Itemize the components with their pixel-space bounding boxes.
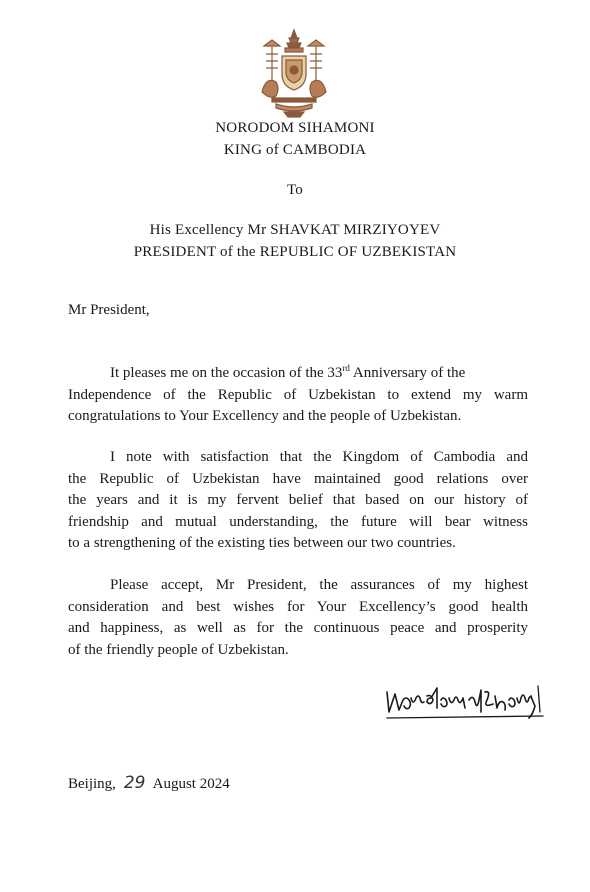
ordinal-suffix: rd [342, 363, 350, 373]
paragraph-1-line-1a: It pleases me on the occasion of the 33 [110, 365, 343, 381]
recipient-title: PRESIDENT of the REPUBLIC OF UZBEKISTAN [133, 244, 457, 260]
paragraph-line [68, 363, 528, 385]
date-month-year: August 2024 [152, 776, 230, 792]
paragraph-1-line-3: congratulations to Your Excellency and the people of Uzbekistan. [68, 408, 462, 424]
paragraph-1-line-2: Independence of the Republic of Uzbekistan to extend my warm [68, 386, 528, 403]
date-line [68, 772, 230, 795]
paragraph-3-line-1: Please accept, Mr President, the assurances of my highest [110, 577, 528, 593]
paragraph-3-line-2: consideration and best wishes for Your Excellency’s good health [68, 598, 528, 615]
paragraph-2-line-3: the years and it is my fervent belief that based on our history of [68, 492, 528, 508]
paragraph-2 [68, 447, 528, 555]
paragraph-2-line-1: I note with satisfaction that the Kingdom of Cambodia and [110, 449, 528, 465]
paragraph-1-text [68, 363, 528, 385]
royal-arms-of-cambodia-icon [258, 28, 330, 120]
paragraph-2-line-5: to a strengthening of the existing ties between our two countries. [68, 535, 456, 551]
recipient-name: His Excellency Mr SHAVKAT MIRZIYOYEV [149, 222, 441, 238]
paragraph-3 [68, 575, 528, 661]
date-place: Beijing, [68, 776, 116, 792]
sender-title: KING of CAMBODIA [223, 142, 367, 158]
paragraph-3-line-4: of the friendly people of Uzbekistan. [68, 641, 289, 658]
date-day-handwritten: 29 [123, 773, 146, 793]
paragraph-2-line-4: friendship and mutual understanding, the future will bear witness [68, 513, 528, 530]
to-label: To [286, 182, 303, 198]
handwritten-signature [383, 682, 545, 722]
paragraph-2-line-2: the Republic of Uzbekistan have maintained good relations over [68, 470, 528, 487]
paragraph-3-line-3: and happiness, as well as for the continuous peace and prosperity [68, 620, 528, 636]
paragraph-1-line-1b: Anniversary of the [349, 365, 466, 381]
paragraph-1 [68, 363, 528, 428]
salutation: Mr President, [68, 302, 150, 318]
sender-name: NORODOM SIHAMONI [215, 120, 375, 136]
